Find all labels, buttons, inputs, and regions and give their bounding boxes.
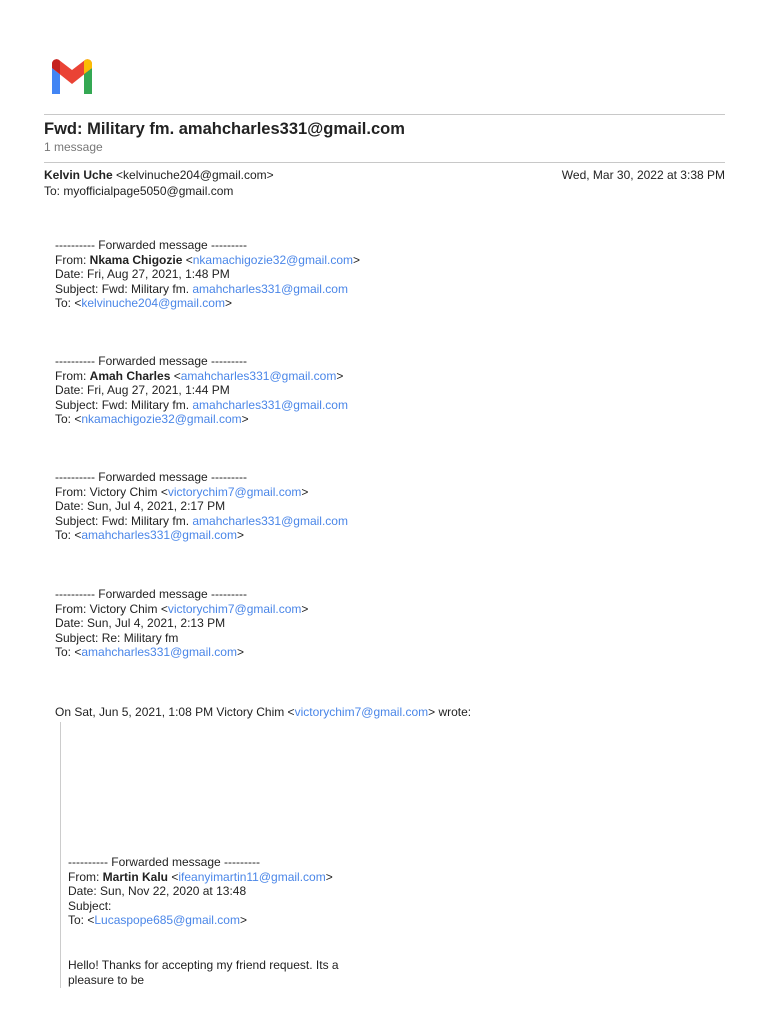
forward-subject: Subject: Fwd: Military fm. amahcharles331@gmail.com	[55, 281, 348, 296]
forward-from: From: Nkama Chigozie <nkamachigozie32@gmail.com>	[55, 252, 361, 267]
message-date: Wed, Mar 30, 2022 at 3:38 PM	[561, 168, 725, 182]
forwarded-block-4	[55, 587, 308, 660]
forward-to-email-link[interactable]: nkamachigozie32@gmail.com	[81, 412, 242, 427]
forward-from-email-link[interactable]: nkamachigozie32@gmail.com	[192, 252, 353, 267]
forwarded-block-3	[55, 470, 348, 543]
quoted-from-name: Martin Kalu	[102, 869, 169, 884]
forward-date: Date: Sun, Jul 4, 2021, 2:13 PM	[55, 616, 226, 631]
forward-to-email-link[interactable]: amahcharles331@gmail.com	[81, 645, 237, 660]
forward-to: To: <nkamachigozie32@gmail.com>	[55, 412, 249, 427]
forward-to-email-link[interactable]: kelvinuche204@gmail.com	[81, 296, 225, 311]
forward-subject-link[interactable]: amahcharles331@gmail.com	[192, 513, 348, 528]
quoted-to: To: <Lucaspope685@gmail.com>	[68, 913, 247, 928]
forward-subject-link[interactable]: amahcharles331@gmail.com	[192, 397, 348, 412]
quoted-to-email-link[interactable]: Lucaspope685@gmail.com	[94, 913, 240, 928]
forward-separator: ---------- Forwarded message ---------	[55, 238, 247, 252]
gmail-logo-icon	[44, 54, 100, 98]
forward-date: Date: Fri, Aug 27, 2021, 1:48 PM	[55, 267, 230, 282]
forward-from-name: Victory Chim	[89, 484, 158, 499]
quoted-date: Date: Sun, Nov 22, 2020 at 13:48	[68, 884, 247, 899]
forward-date: Date: Sun, Jul 4, 2021, 2:17 PM	[55, 499, 226, 514]
forward-to: To: <amahcharles331@gmail.com>	[55, 645, 244, 660]
forward-from: From: Victory Chim <victorychim7@gmail.com>	[55, 601, 309, 616]
forward-subject: Subject: Re: Military fm	[55, 630, 179, 645]
forward-from: From: Victory Chim <victorychim7@gmail.com>	[55, 484, 309, 499]
sender-line	[44, 168, 274, 182]
quoted-from: From: Martin Kalu <ifeanyimartin11@gmail.com>	[68, 869, 333, 884]
forward-from-email-link[interactable]: victorychim7@gmail.com	[167, 484, 302, 499]
quoted-separator: ---------- Forwarded message ---------	[68, 855, 260, 869]
thread-subject: Fwd: Military fm. amahcharles331@gmail.com	[44, 120, 405, 138]
forwarded-block-1	[55, 238, 360, 311]
forward-from-email-link[interactable]: amahcharles331@gmail.com	[180, 368, 337, 383]
forward-to: To: <amahcharles331@gmail.com>	[55, 528, 244, 543]
forward-subject: Subject: Fwd: Military fm. amahcharles331@gmail.com	[55, 513, 348, 528]
forward-subject: Subject: Fwd: Military fm. amahcharles331@gmail.com	[55, 397, 348, 412]
forward-from-email-link[interactable]: victorychim7@gmail.com	[167, 601, 302, 616]
forward-from-name: Amah Charles	[89, 368, 171, 383]
forward-to-email-link[interactable]: amahcharles331@gmail.com	[81, 528, 237, 543]
forward-separator: ---------- Forwarded message ---------	[55, 470, 247, 484]
header-divider	[44, 162, 725, 163]
quoted-from-email-link[interactable]: ifeanyimartin11@gmail.com	[178, 869, 326, 884]
quoted-forward-block	[68, 855, 333, 928]
recipient-line: To: myofficialpage5050@gmail.com	[44, 184, 234, 198]
quoted-subject: Subject:	[68, 898, 112, 913]
quote-attribution-email-link[interactable]: victorychim7@gmail.com	[294, 705, 429, 719]
forward-subject-link[interactable]: amahcharles331@gmail.com	[192, 281, 348, 296]
forwarded-block-2	[55, 354, 348, 427]
forward-separator: ---------- Forwarded message ---------	[55, 587, 247, 601]
quote-bar	[60, 722, 61, 988]
sender-name: Kelvin Uche	[44, 168, 113, 182]
forward-from-name: Nkama Chigozie	[89, 252, 183, 267]
sender-email: <kelvinuche204@gmail.com>	[116, 168, 274, 182]
quoted-body-text: Hello! Thanks for accepting my friend request. Its a pleasure to be	[68, 958, 339, 987]
forward-from: From: Amah Charles <amahcharles331@gmail.com>	[55, 368, 344, 383]
message-count: 1 message	[44, 140, 103, 154]
top-divider	[44, 114, 725, 115]
forward-from-name: Victory Chim	[89, 601, 158, 616]
forward-to: To: <kelvinuche204@gmail.com>	[55, 296, 232, 311]
quote-attribution: On Sat, Jun 5, 2021, 1:08 PM Victory Chim <victorychim7@gmail.com> wrote:	[55, 705, 472, 719]
forward-date: Date: Fri, Aug 27, 2021, 1:44 PM	[55, 383, 230, 398]
forward-separator: ---------- Forwarded message ---------	[55, 354, 247, 368]
